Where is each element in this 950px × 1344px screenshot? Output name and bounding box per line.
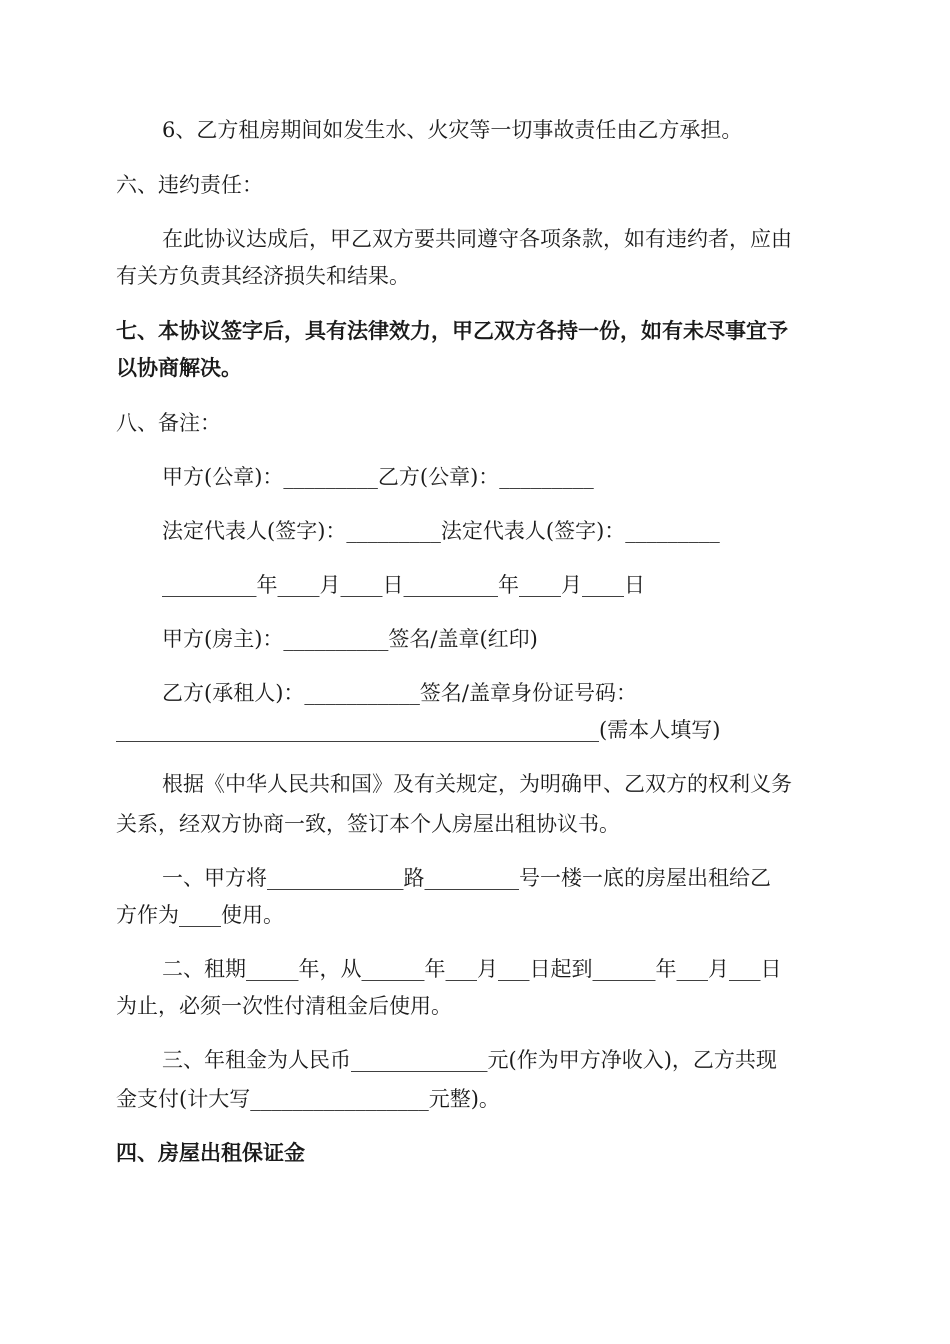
id-number-line: ______________________________________________(需本人填写) — [116, 718, 721, 742]
clause-3-line2: 金支付(计大写_________________元整)。 — [116, 1087, 500, 1111]
date-line: _________年____月____日_________年____月____日 — [162, 573, 645, 597]
legal-rep-line: 法定代表人(签字)：_________法定代表人(签字)：_________ — [162, 519, 720, 543]
clause-6-text-line2: 有关方负责其经济损失和结果。 — [116, 264, 410, 288]
intro-line1: 根据《中华人民共和国》及有关规定，为明确甲、乙双方的权利义务 — [162, 772, 792, 796]
tenant-line: 乙方(承租人)：___________签名/盖章身份证号码： — [162, 681, 637, 705]
clause-7-line1: 七、本协议签字后，具有法律效力，甲乙双方各持一份，如有未尽事宜予 — [116, 319, 788, 343]
clause-5-item-6: 6、乙方租房期间如发生水、火灾等一切事故责任由乙方承担。 — [162, 118, 743, 142]
landlord-line: 甲方(房主)：__________签名/盖章(红印) — [162, 627, 538, 651]
intro-line2: 关系，经双方协商一致，签订本个人房屋出租协议书。 — [116, 812, 620, 836]
clause-7-line2: 以协商解决。 — [116, 356, 242, 380]
clause-4-heading: 四、房屋出租保证金 — [116, 1141, 305, 1165]
clause-8-heading: 八、备注： — [116, 411, 221, 435]
clause-3-line1: 三、年租金为人民币_____________元(作为甲方净收入)，乙方共现 — [162, 1048, 777, 1072]
clause-6-heading: 六、违约责任： — [116, 173, 263, 197]
clause-6-text-line1: 在此协议达成后，甲乙双方要共同遵守各项条款，如有违约者，应由 — [162, 227, 792, 251]
clause-2-line2: 为止，必须一次性付清租金后使用。 — [116, 994, 452, 1018]
seal-line: 甲方(公章)：_________乙方(公章)：_________ — [162, 465, 594, 489]
clause-1-line2: 方作为____使用。 — [116, 903, 284, 927]
clause-2-line1: 二、租期_____年，从______年___月___日起到______年___月___日 — [162, 957, 782, 981]
clause-1-line1: 一、甲方将_____________路_________号一楼一底的房屋出租给乙 — [162, 866, 771, 890]
